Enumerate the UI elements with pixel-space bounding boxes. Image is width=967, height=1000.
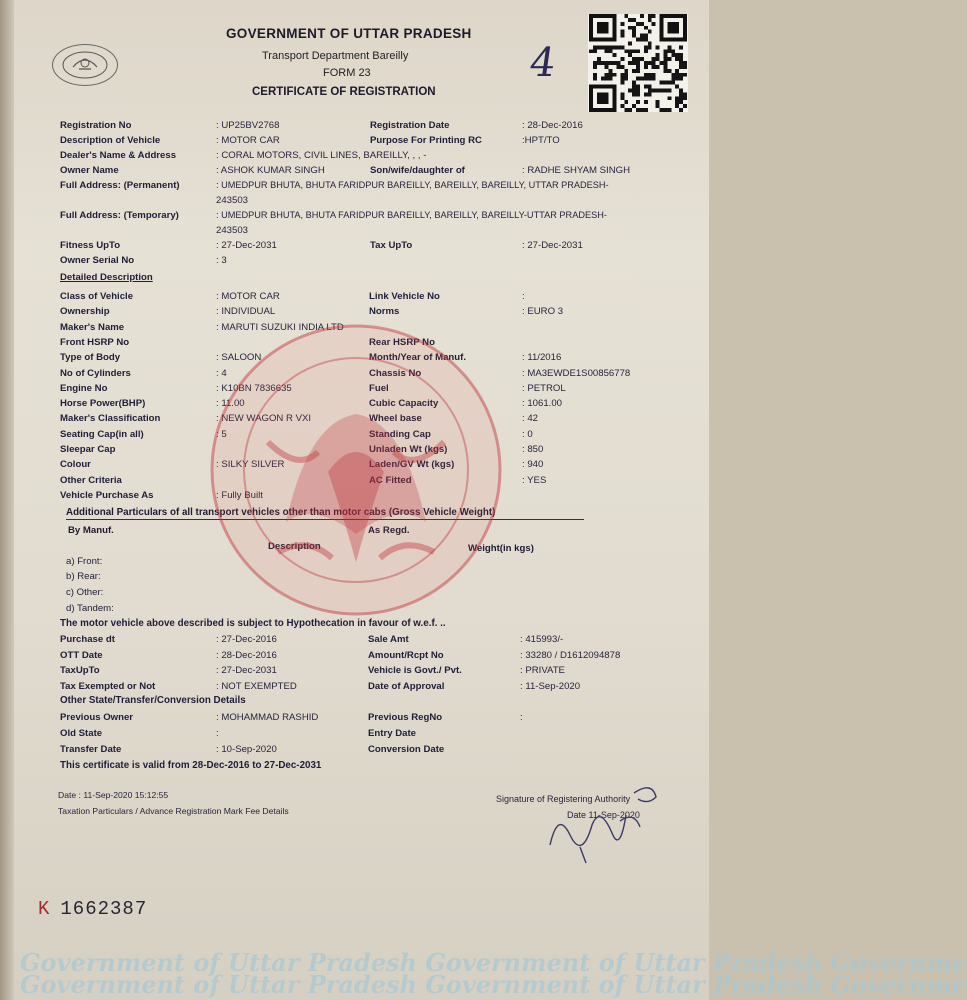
- dealer-value: : CORAL MOTORS, CIVIL LINES, BAREILLY, , , -: [216, 150, 427, 161]
- detail-left-label: Maker's Classification: [60, 413, 161, 425]
- fitness-label: Fitness UpTo: [60, 240, 121, 251]
- serial-digits: 1662387: [60, 898, 148, 920]
- gvw-weight: Weight(in kgs): [468, 543, 534, 554]
- print-date: Date : 11-Sep-2020 15:12:55: [58, 790, 169, 800]
- axle-front: a) Front:: [66, 556, 103, 567]
- detail-left-label: Sleepar Cap: [60, 444, 116, 455]
- reg-no-value: : UP25BV2768: [216, 120, 280, 131]
- detail-right-label: Fuel: [369, 382, 389, 394]
- detail-right-value: : MA3EWDE1S00856778: [522, 367, 631, 379]
- detail-left-value: : NEW WAGON R VXI: [216, 413, 312, 425]
- detail-left-value: : Fully Built: [216, 489, 263, 501]
- detail-left-value: : SILKY SILVER: [216, 459, 285, 471]
- desc-value: : MOTOR CAR: [216, 135, 280, 146]
- divider: [66, 519, 584, 520]
- detail-left-label: Horse Power(BHP): [60, 398, 146, 410]
- temp-address-value: : UMEDPUR BHUTA, BHUTA FARIDPUR BAREILLY, BAREILLY, BAREILLY-UTTAR PRADESH-: [216, 210, 607, 220]
- reg-date-value: : 28-Dec-2016: [522, 120, 583, 131]
- hyp-right-value: : 11-Sep-2020: [520, 680, 581, 692]
- signature-caption: Signature of Registering Authority: [496, 794, 631, 804]
- owner-serial-value: : 3: [216, 255, 227, 266]
- perm-address-value: : UMEDPUR BHUTA, BHUTA FARIDPUR BAREILLY, BAREILLY, BAREILLY, UTTAR PRADESH-: [216, 180, 609, 190]
- hyp-left-value: : 27-Dec-2031: [216, 665, 277, 676]
- hyp-left-value: : NOT EXEMPTED: [216, 680, 297, 692]
- hyp-left-label: OTT Date: [60, 649, 103, 661]
- hyp-left-label: Tax Exempted or Not: [60, 680, 156, 692]
- axle-rear: b) Rear:: [66, 571, 101, 582]
- gvw-description: Description: [268, 541, 321, 552]
- detail-left-value: : MOTOR CAR: [216, 291, 280, 302]
- detail-left-label: Other Criteria: [60, 474, 122, 486]
- handwritten-mark: 4: [526, 40, 559, 86]
- tax-label: Tax UpTo: [370, 240, 413, 251]
- hypothecation-text: The motor vehicle above described is subject to Hypothecation in favour of w.e.f. ..: [60, 618, 446, 629]
- additional-title: Additional Particulars of all transport vehicles other than motor cabs (Gross Vehicle Weight): [66, 507, 496, 518]
- conversion-date-label: Conversion Date: [368, 744, 445, 755]
- signature-date: Date 11-Sep-2020: [567, 810, 640, 820]
- paper-edge: [0, 0, 14, 1000]
- detail-right-label: AC Fitted: [369, 474, 412, 486]
- detail-right-value: : EURO 3: [522, 306, 564, 318]
- detail-right-value: : 1061.00: [522, 398, 563, 410]
- temp-address-label: Full Address: (Temporary): [60, 210, 179, 221]
- owner-label: Owner Name: [60, 165, 119, 176]
- dealer-label: Dealer's Name & Address: [60, 150, 177, 161]
- detail-right-value: : YES: [522, 474, 547, 486]
- department: Transport Department Bareilly: [262, 50, 409, 62]
- reg-no-label: Registration No: [60, 120, 132, 131]
- detail-left-label: Vehicle Purchase As: [60, 489, 154, 501]
- detail-left-value: : 11.00: [216, 398, 245, 410]
- perm-pin: 243503: [216, 195, 249, 206]
- axle-other: c) Other:: [66, 587, 104, 598]
- validity-text: This certificate is valid from 28-Dec-2016 to 27-Dec-2031: [60, 760, 322, 771]
- hyp-right-value: : PRIVATE: [520, 665, 565, 676]
- detail-right-label: Standing Cap: [369, 428, 431, 440]
- detail-right-value: : 0: [522, 428, 533, 440]
- detail-right-value: : 42: [522, 413, 539, 425]
- relation-value: : RADHE SHYAM SINGH: [522, 165, 631, 176]
- temp-pin: 243503: [216, 225, 249, 236]
- entry-date-label: Entry Date: [368, 728, 416, 739]
- taxation-note: Taxation Particulars / Advance Registration Mark Fee Details: [58, 806, 289, 816]
- as-regd: As Regd.: [368, 525, 410, 536]
- detail-right-value: : PETROL: [522, 382, 566, 394]
- owner-value: : ASHOK KUMAR SINGH: [216, 165, 325, 176]
- prev-owner-label: Previous Owner: [60, 712, 134, 723]
- detail-right-label: Month/Year of Manuf.: [369, 352, 467, 364]
- axle-tandem: d) Tandem:: [66, 603, 114, 614]
- detail-right-value: : 940: [522, 459, 544, 471]
- signature-scribble-icon: [530, 775, 680, 870]
- perm-address-label: Full Address: (Permanent): [60, 180, 180, 191]
- detail-right-value: : 11/2016: [522, 352, 562, 364]
- hyp-right-label: Sale Amt: [368, 634, 409, 645]
- detail-left-value: : K10BN 7836635: [216, 382, 292, 394]
- detail-left-value: : SALOON: [216, 352, 262, 364]
- old-state-label: Old State: [60, 728, 103, 739]
- detail-left-label: Front HSRP No: [60, 336, 130, 348]
- hyp-right-label: Vehicle is Govt./ Pvt.: [368, 665, 462, 676]
- detail-left-value: : 5: [216, 428, 227, 440]
- watermark-line-2: Government of Uttar Pradesh Government of Uttar Pradesh Governme: [20, 970, 967, 999]
- hyp-right-label: Amount/Rcpt No: [368, 649, 444, 661]
- hyp-right-value: : 33280 / D1612094878: [520, 649, 621, 661]
- detail-left-value: : MARUTI SUZUKI INDIA LTD: [216, 321, 344, 333]
- owner-serial-label: Owner Serial No: [60, 255, 135, 266]
- detail-left-value: : INDIVIDUAL: [216, 306, 276, 318]
- transfer-date-label: Transfer Date: [60, 744, 122, 755]
- detail-left-label: Seating Cap(in all): [60, 428, 144, 440]
- detail-right-label: Link Vehicle No: [369, 291, 440, 302]
- detail-left-label: Class of Vehicle: [60, 291, 134, 302]
- up-emblem-icon: [52, 44, 118, 86]
- purpose-value: :HPT/TO: [522, 135, 560, 146]
- hyp-left-label: Purchase dt: [60, 634, 115, 645]
- reg-date-label: Registration Date: [370, 120, 450, 131]
- by-manuf: By Manuf.: [68, 525, 114, 536]
- desc-label: Description of Vehicle: [60, 135, 161, 146]
- serial-number: [38, 898, 147, 920]
- hyp-left-label: TaxUpTo: [60, 665, 100, 676]
- tax-value: : 27-Dec-2031: [522, 240, 583, 251]
- transfer-title: Other State/Transfer/Conversion Details: [60, 695, 246, 706]
- detail-left-label: Type of Body: [60, 352, 121, 364]
- detail-left-label: Ownership: [60, 306, 110, 318]
- detail-left-label: No of Cylinders: [60, 367, 131, 379]
- fitness-value: : 27-Dec-2031: [216, 240, 277, 251]
- hyp-right-label: Date of Approval: [368, 680, 445, 692]
- relation-label: Son/wife/daughter of: [370, 165, 465, 176]
- hyp-left-value: : 28-Dec-2016: [216, 649, 277, 661]
- serial-prefix: K: [38, 898, 51, 920]
- detail-right-label: Unladen Wt (kgs): [369, 444, 448, 455]
- transfer-date-value: : 10-Sep-2020: [216, 744, 277, 755]
- form-number: FORM 23: [323, 67, 371, 79]
- prev-reg-label: Previous RegNo: [368, 712, 443, 723]
- detail-right-value: : 850: [522, 444, 544, 455]
- detail-left-value: : 4: [216, 367, 227, 379]
- hyp-left-value: : 27-Dec-2016: [216, 634, 277, 645]
- detail-right-label: Norms: [369, 306, 400, 318]
- detail-right-label: Chassis No: [369, 367, 422, 379]
- detail-right-label: Laden/GV Wt (kgs): [369, 459, 455, 471]
- detail-right-label: Rear HSRP No: [369, 336, 435, 348]
- detail-right-value: :: [522, 291, 525, 302]
- prev-reg-value: :: [520, 712, 523, 723]
- detail-left-label: Colour: [60, 459, 91, 471]
- detail-left-label: Engine No: [60, 382, 108, 394]
- certificate-title: CERTIFICATE OF REGISTRATION: [252, 86, 436, 98]
- watermark-line-1: Government of Uttar Pradesh Government of Uttar Pradesh Governme: [20, 948, 967, 977]
- detail-right-label: Wheel base: [369, 413, 422, 425]
- prev-owner-value: : MOHAMMAD RASHID: [216, 712, 319, 723]
- govt-title: GOVERNMENT OF UTTAR PRADESH: [226, 26, 472, 41]
- hyp-right-value: : 415993/-: [520, 634, 564, 645]
- detail-right-label: Cubic Capacity: [369, 398, 439, 410]
- detail-left-label: Maker's Name: [60, 321, 125, 333]
- qr-code-icon: [588, 14, 688, 112]
- purpose-label: Purpose For Printing RC: [370, 135, 482, 146]
- old-state-value: :: [216, 728, 219, 739]
- detailed-title: Detailed Description: [60, 272, 153, 283]
